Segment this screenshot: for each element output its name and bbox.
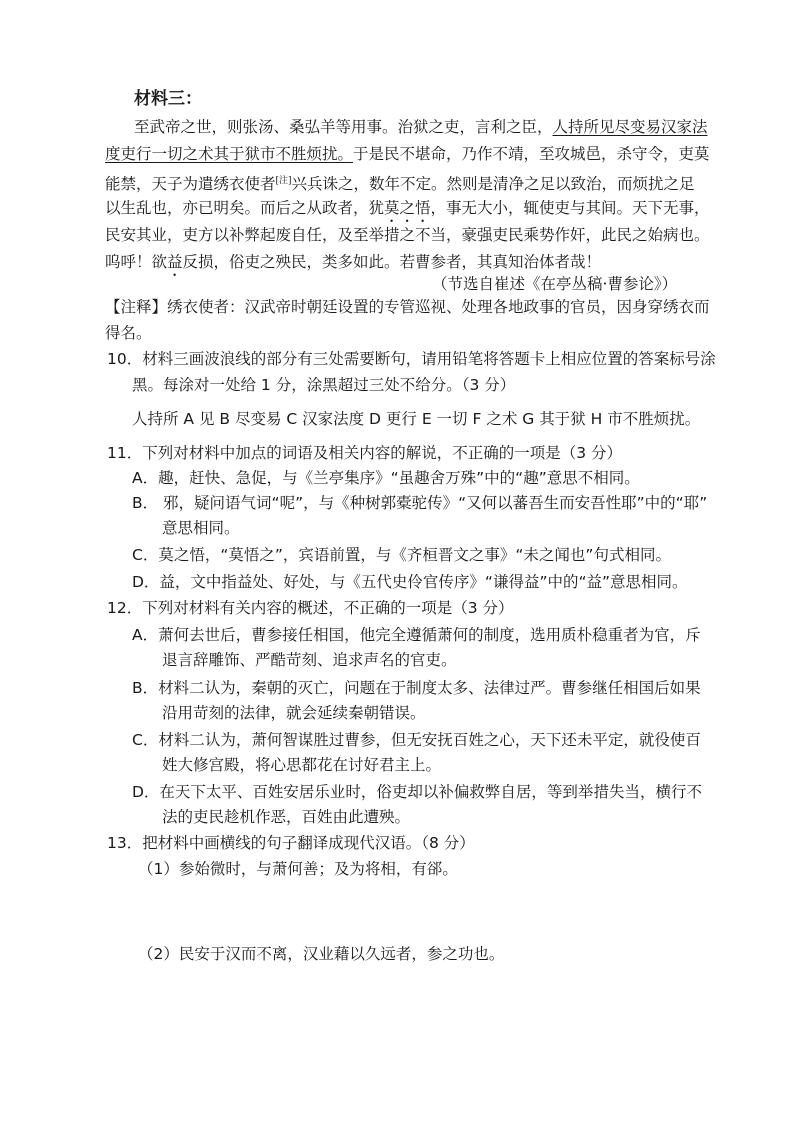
q12-option-a-cont: 退言辞雕饰、严酷苛刻、追求声名的官吏。 xyxy=(162,651,457,669)
material-line-4: 以生乱也，亦已明矣。而后之从政者，犹莫之悟，事无大小，辄使吏与其间。天下无事， xyxy=(105,199,710,217)
material-line-1: 至武帝之世，则张汤、桑弘羊等用事。治狱之吏，言利之臣，人持所见尽变易汉家法 xyxy=(134,118,708,136)
q12-option-c-cont: 姓大修宫殿，将心思都花在讨好君主上。 xyxy=(162,756,442,774)
q10-line-1: 10．材料三画波浪线的部分有三处需要断句，请用铅笔将答题卡上相应位置的答案标号涂 xyxy=(107,350,716,368)
wavy-line-sentence-part: 人持所见尽变易汉家法 xyxy=(552,118,708,136)
material-source: （节选自崔述《在亭丛稿·曹参论》） xyxy=(432,275,678,293)
material-line-3: 能禁，天子为遣绣衣使者[注]兴兵诛之，数年不定。然则是清净之足以致治，而烦扰之足 xyxy=(105,175,695,194)
material-line-2: 度吏行一切之术其于狱市不胜烦扰。于是民不堪命，乃作不靖，至攻城邑，杀守令，吏莫 xyxy=(105,145,710,163)
q11-stem: 11．下列对材料中加点的词语及相关内容的解说，不正确的一项是（3 分） xyxy=(107,444,623,462)
q12-option-d: D．在天下太平、百姓安居乐业时，俗吏却以补偏救弊自居，等到举措失当，横行不 xyxy=(132,783,702,801)
q12-option-a: A．萧何去世后，曹参接任相国，他完全遵循萧何的制度，选用质朴稳重者为官，斥 xyxy=(132,626,701,644)
q13-sentence-1: （1）参始微时，与萧何善；及为将相，有郤。 xyxy=(138,860,458,878)
material-heading: 材料三： xyxy=(134,89,202,109)
q11-option-a: A．趣，赶快、急促，与《兰亭集序》“虽趣舍万殊”中的“趣”意思不相同。 xyxy=(132,469,640,487)
q11-option-b-cont: 意思相同。 xyxy=(162,519,240,537)
note-marker: [注] xyxy=(275,176,292,186)
q10-line-2: 黑。每涂对一处给 1 分，涂黑超过三处不给分。（3 分） xyxy=(132,376,516,394)
dotted-word-yi: 益 xyxy=(167,253,183,271)
dotted-word-mo-zhi-wu: 莫之悟 xyxy=(384,199,431,217)
q12-option-d-cont: 法的吏民趁机作恶，百姓由此遭殃。 xyxy=(162,808,411,826)
material-line-5: 民安其业，吏方以补弊起废自任，及至举措之不当，豪强吏民乘势作奸，此民之始病也。 xyxy=(105,226,710,244)
q12-option-b-cont: 沿用苛刻的法律，就会延续秦朝错误。 xyxy=(162,704,426,722)
q13-stem: 13．把材料中画横线的句子翻译成现代汉语。（8 分） xyxy=(107,834,475,852)
note-line-2: 得名。 xyxy=(105,324,152,342)
q11-option-b: B． 邪，疑问语气词“呢”，与《种树郭橐驼传》“又何以蕃吾生而安吾性耶”中的“耶” xyxy=(132,494,708,512)
q11-option-d: D．益，文中指益处、好处，与《五代史伶官传序》“谦得益”中的“益”意思相同。 xyxy=(132,573,688,591)
q10-options: 人持所 A 见 B 尽变易 C 汉家法度 D 更行 E 一切 F 之术 G 其于狱 H 市不胜烦扰。 xyxy=(132,410,701,428)
wavy-line-sentence-part: 度吏行一切之术其于狱市不胜烦扰。 xyxy=(105,145,354,163)
q11-option-c: C．莫之悟，“莫悟之”，宾语前置，与《齐桓晋文之事》“未之闻也”句式相同。 xyxy=(132,546,671,564)
q12-option-b: B．材料二认为，秦朝的灭亡，问题在于制度太多、法律过严。曹参继任相国后如果 xyxy=(132,679,701,697)
material-line-6: 呜呼！欲益反损，俗吏之殃民，类多如此。若曹参者，其真知治体者哉！ xyxy=(105,253,602,271)
q12-stem: 12．下列对材料有关内容的概述，不正确的一项是（3 分） xyxy=(107,599,514,617)
q12-option-c: C．材料二认为，萧何智谋胜过曹参，但无安抚百姓之心，天下还未平定，就役使百 xyxy=(132,731,701,749)
q13-sentence-2: （2）民安于汉而不离，汉业藉以久远者，参之功也。 xyxy=(138,945,505,963)
note-line-1: 【注释】绣衣使者：汉武帝时朝廷设置的专管巡视、处理各地政事的官员，因身穿绣衣而 xyxy=(105,298,710,316)
